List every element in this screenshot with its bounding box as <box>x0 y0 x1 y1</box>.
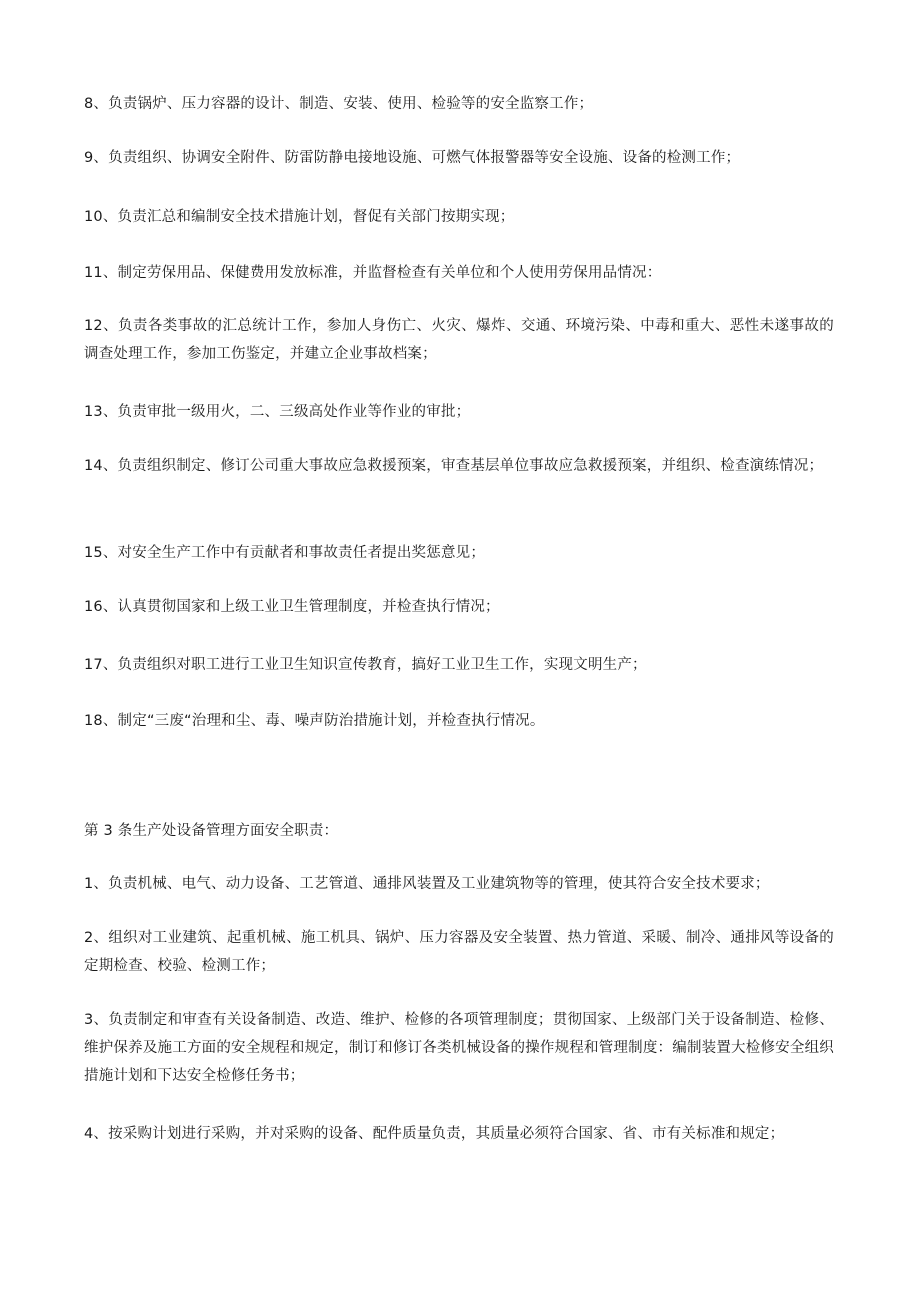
section-item-1: 1、负责机械、电气、动力设备、工艺管道、通排风装置及工业建筑物等的管理，使其符合安全技术要求； <box>84 876 770 892</box>
paragraph-item-10: 10、负责汇总和编制安全技术措施计划，督促有关部门按期实现； <box>84 209 515 225</box>
section-item-4: 4、按采购计划进行采购，并对采购的设备、配件质量负责，其质量必须符合国家、省、市有关标准和规定； <box>84 1126 785 1142</box>
section-item-3: 3、负责制定和审查有关设备制造、改造、维护、检修的各项管理制度；贯彻国家、上级部门关于设备制造、检修、维护保养及施工方面的安全规程和规定，制订和修订各类机械设备的操作规程和管理制度：编制装置大检修安全组织措施计划和下达安全检修任务书； <box>84 1012 834 1084</box>
paragraph-item-14: 14、负责组织制定、修订公司重大事故应急救援预案，审查基层单位事故应急救援预案，并组织、检查演练情况； <box>84 458 824 474</box>
paragraph-item-9: 9、负责组织、协调安全附件、防雷防静电接地设施、可燃气体报警器等安全设施、设备的检测工作； <box>84 150 741 166</box>
paragraph-item-8: 8、负责锅炉、压力容器的设计、制造、安装、使用、检验等的安全监察工作； <box>84 96 594 112</box>
paragraph-item-11: 11、制定劳保用品、保健费用发放标准，并监督检查有关单位和个人使用劳保用品情况： <box>84 265 662 281</box>
section-item-2: 2、组织对工业建筑、起重机械、施工机具、锅炉、压力容器及安全装置、热力管道、采暖、制冷、通排风等设备的定期检查、校验、检测工作； <box>84 930 834 974</box>
paragraph-item-13: 13、负责审批一级用火，二、三级高处作业等作业的审批； <box>84 404 471 420</box>
paragraph-item-12: 12、负责各类事故的汇总统计工作，参加人身伤亡、火灾、爆炸、交通、环境污染、中毒和重大、恶性未遂事故的调查处理工作，参加工伤鉴定，并建立企业事故档案； <box>84 318 834 362</box>
section-heading: 第 3 条生产处设备管理方面安全职责： <box>84 823 339 839</box>
paragraph-item-17: 17、负责组织对职工进行工业卫生知识宣传教育，搞好工业卫生工作，实现文明生产； <box>84 657 647 673</box>
paragraph-item-18: 18、制定“三废“治理和尘、毒、噪声防治措施计划，并检查执行情况。 <box>84 713 545 729</box>
paragraph-item-15: 15、对安全生产工作中有贡献者和事故责任者提出奖惩意见； <box>84 545 486 561</box>
paragraph-item-16: 16、认真贯彻国家和上级工业卫生管理制度，并检查执行情况； <box>84 599 500 615</box>
